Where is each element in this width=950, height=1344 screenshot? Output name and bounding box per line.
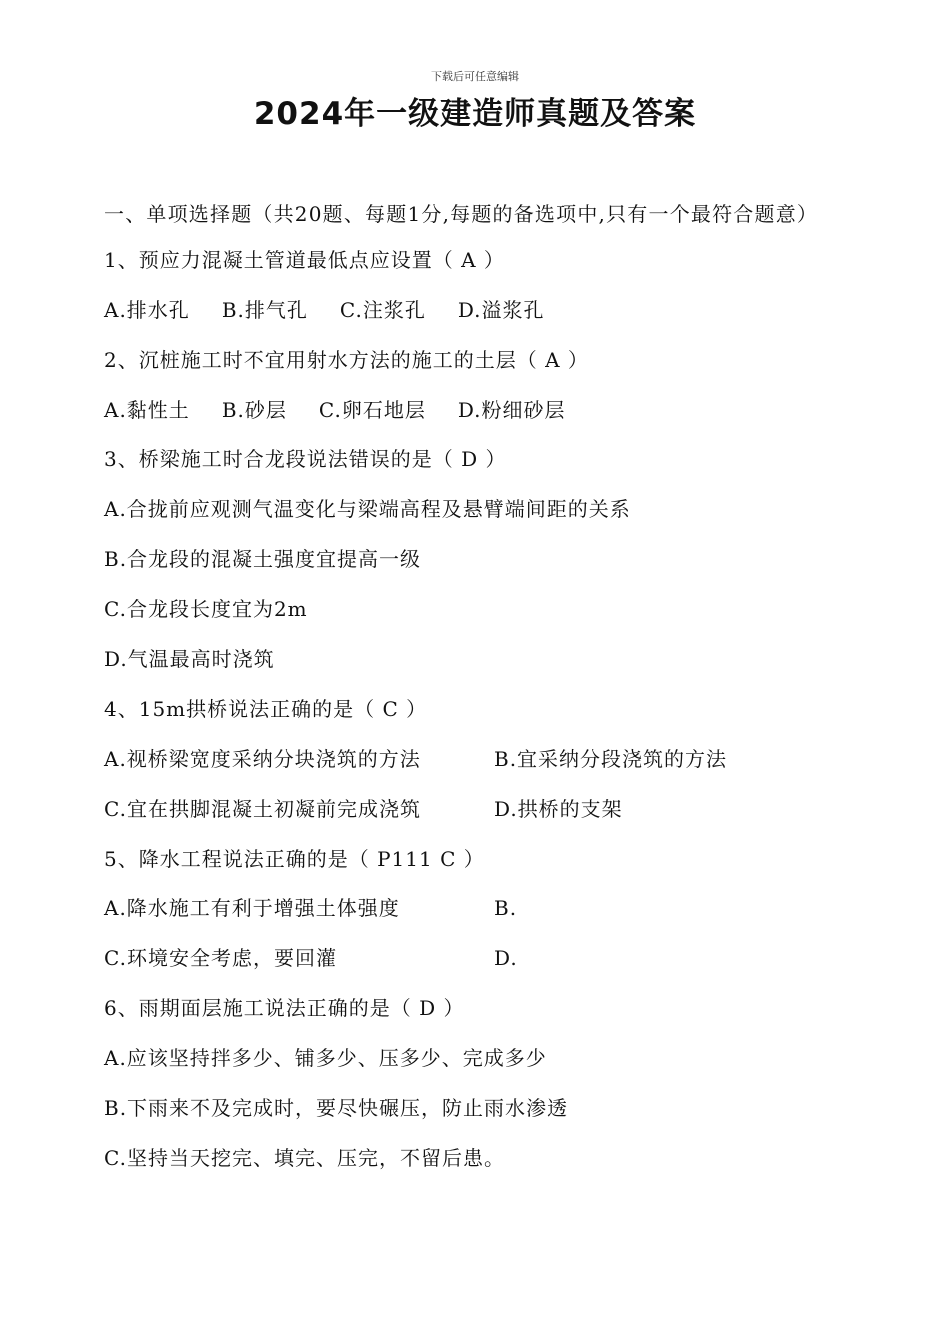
header-note: 下载后可任意编辑 [431,70,519,83]
question-6-stem: 6、雨期面层施工说法正确的是（ D ） [104,996,465,1021]
question-5-stem: 5、降水工程说法正确的是（ P111 C ） [104,846,485,871]
question-3-option-d: D.气温最高时浇筑 [104,647,275,672]
question-4-option-a: A.视桥梁宽度采纳分块浇筑的方法 [104,746,421,771]
question-1-option-d: D.溢浆孔 [457,297,545,322]
question-5-options-row-2 [104,938,874,988]
question-4-option-c: C.宜在拱脚混凝土初凝前完成浇筑 [104,796,421,821]
question-3-option-b: B.合龙段的混凝土强度宜提高一级 [104,547,422,572]
question-6-option-a: A.应该坚持拌多少、铺多少、压多少、完成多少 [104,1046,547,1071]
question-4-option-b: B.宜采纳分段浇筑的方法 [494,746,728,771]
question-6-option-b: B.下雨来不及完成时，要尽快碾压，防止雨水渗透 [104,1096,569,1121]
question-1-option-c: C.注浆孔 [339,297,426,322]
question-4-option-d: D.拱桥的支架 [494,796,623,821]
question-5-options-row-1 [104,888,874,938]
question-1-stem: 1、预应力混凝土管道最低点应设置（ A ） [104,247,505,272]
question-1-option-b: B.排气孔 [221,297,308,322]
question-1-options [104,290,874,340]
question-6-option-c: C.坚持当天挖完、填完、压完，不留后患。 [104,1145,505,1170]
question-2-option-d: D.粉细砂层 [457,397,566,422]
question-5-option-b: B. [494,896,518,921]
question-3-option-c: C.合龙段长度宜为2m [104,597,308,622]
question-4-stem: 4、15m拱桥说法正确的是（ C ） [104,696,428,721]
question-5-option-c: C.环境安全考虑，要回灌 [104,946,337,971]
document-body [104,190,874,1188]
question-2-option-b: B.砂层 [221,397,287,422]
question-1-option-a: A.排水孔 [104,297,190,322]
question-5-option-a: A.降水施工有利于增强土体强度 [104,896,400,921]
question-2-option-a: A.黏性土 [104,397,190,422]
section-heading: 一、单项选择题（共20题、每题1分,每题的备选项中,只有一个最符合题意） [104,202,819,226]
question-4-options-row-2 [104,789,874,839]
question-3-option-a: A.合拢前应观测气温变化与梁端高程及悬臂端间距的关系 [104,497,631,522]
document-title: 2024年一级建造师真题及答案 [253,96,697,132]
question-2-option-c: C.卵石地层 [318,397,426,422]
question-4-options-row-1 [104,739,874,789]
question-5-option-d: D. [494,946,518,971]
question-2-options [104,390,874,440]
question-3-stem: 3、桥梁施工时合龙段说法错误的是（ D ） [104,447,507,472]
question-2-stem: 2、沉桩施工时不宜用射水方法的施工的土层（ A ） [104,347,589,372]
